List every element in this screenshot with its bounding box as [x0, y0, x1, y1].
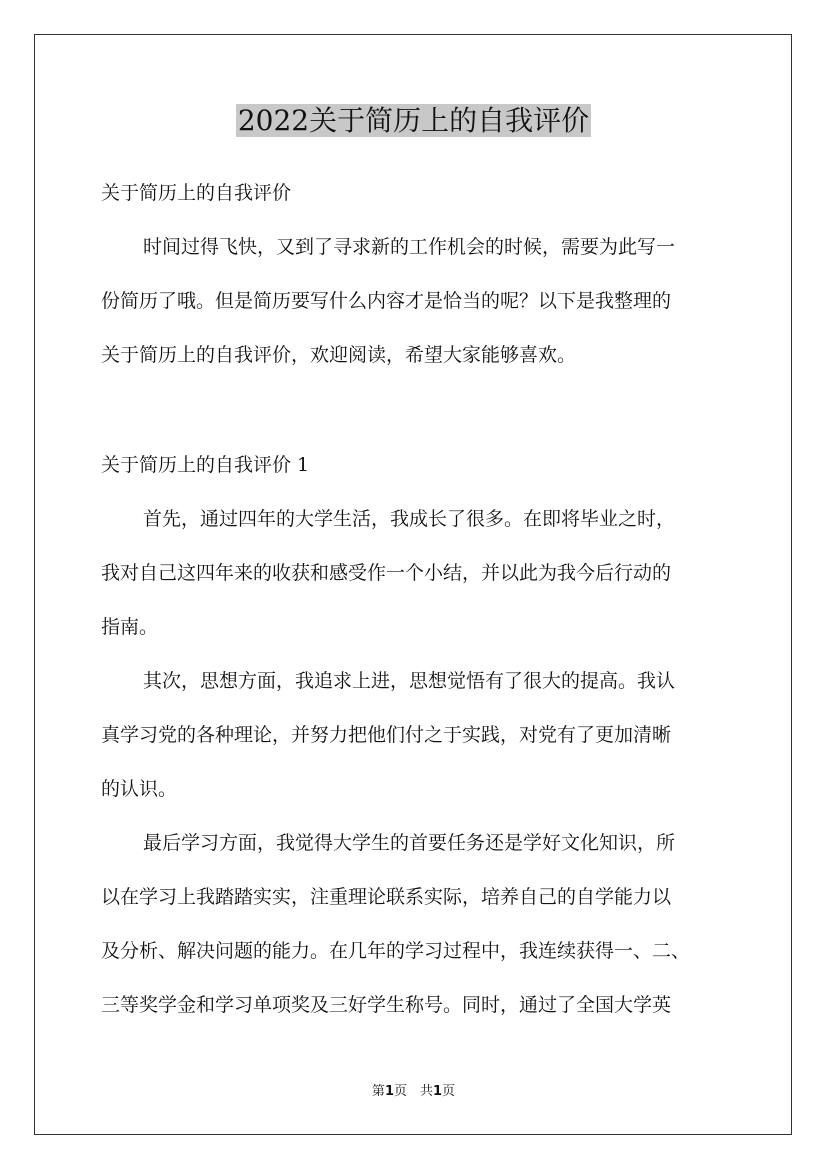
paragraph-line: 真学习党的各种理论，并努力把他们付之于实践，对党有了更加清晰 — [101, 724, 672, 746]
footer-total-pages: 1 — [433, 1084, 443, 1099]
footer-suffix: 页 — [442, 1084, 456, 1099]
paragraph-line: 以在学习上我踏踏实实，注重理论联系实际，培养自己的自学能力以 — [101, 886, 672, 908]
document-section-1 — [101, 438, 741, 1032]
document-title-text: 2022关于简历上的自我评价 — [237, 104, 590, 137]
paragraph-line: 我对自己这四年来的收获和感受作一个小结，并以此为我今后行动的 — [101, 562, 672, 584]
paragraph-line: 指南。 — [101, 616, 159, 638]
footer-page-number: 1 — [384, 1084, 394, 1099]
paragraph-line: 及分析、解决问题的能力。在几年的学习过程中，我连续获得一、二、 — [101, 940, 691, 962]
paragraph-line: 首先，通过四年的大学生活，我成长了很多。在即将毕业之时， — [143, 508, 676, 530]
paragraph-line: 其次，思想方面，我追求上进，思想觉悟有了很大的提高。我认 — [143, 670, 676, 692]
paragraph-line: 的认识。 — [101, 778, 178, 800]
paragraph-line: 三等奖学金和学习单项奖及三好学生称号。同时，通过了全国大学英 — [101, 994, 672, 1016]
footer-prefix: 第 — [371, 1084, 385, 1099]
document-title — [0, 96, 827, 146]
footer-mid: 页 共 — [393, 1084, 433, 1099]
section-heading: 关于简历上的自我评价 1 — [101, 454, 310, 476]
intro-line: 份简历了哦。但是简历要写什么内容才是恰当的呢？以下是我整理的 — [101, 290, 672, 312]
document-body — [101, 166, 741, 382]
page-footer — [0, 1082, 827, 1102]
intro-line: 时间过得飞快，又到了寻求新的工作机会的时候，需要为此写一 — [143, 236, 676, 258]
paragraph-line: 最后学习方面，我觉得大学生的首要任务还是学好文化知识，所 — [143, 832, 676, 854]
section-heading: 关于简历上的自我评价 — [101, 182, 292, 204]
intro-line: 关于简历上的自我评价，欢迎阅读，希望大家能够喜欢。 — [101, 344, 577, 366]
